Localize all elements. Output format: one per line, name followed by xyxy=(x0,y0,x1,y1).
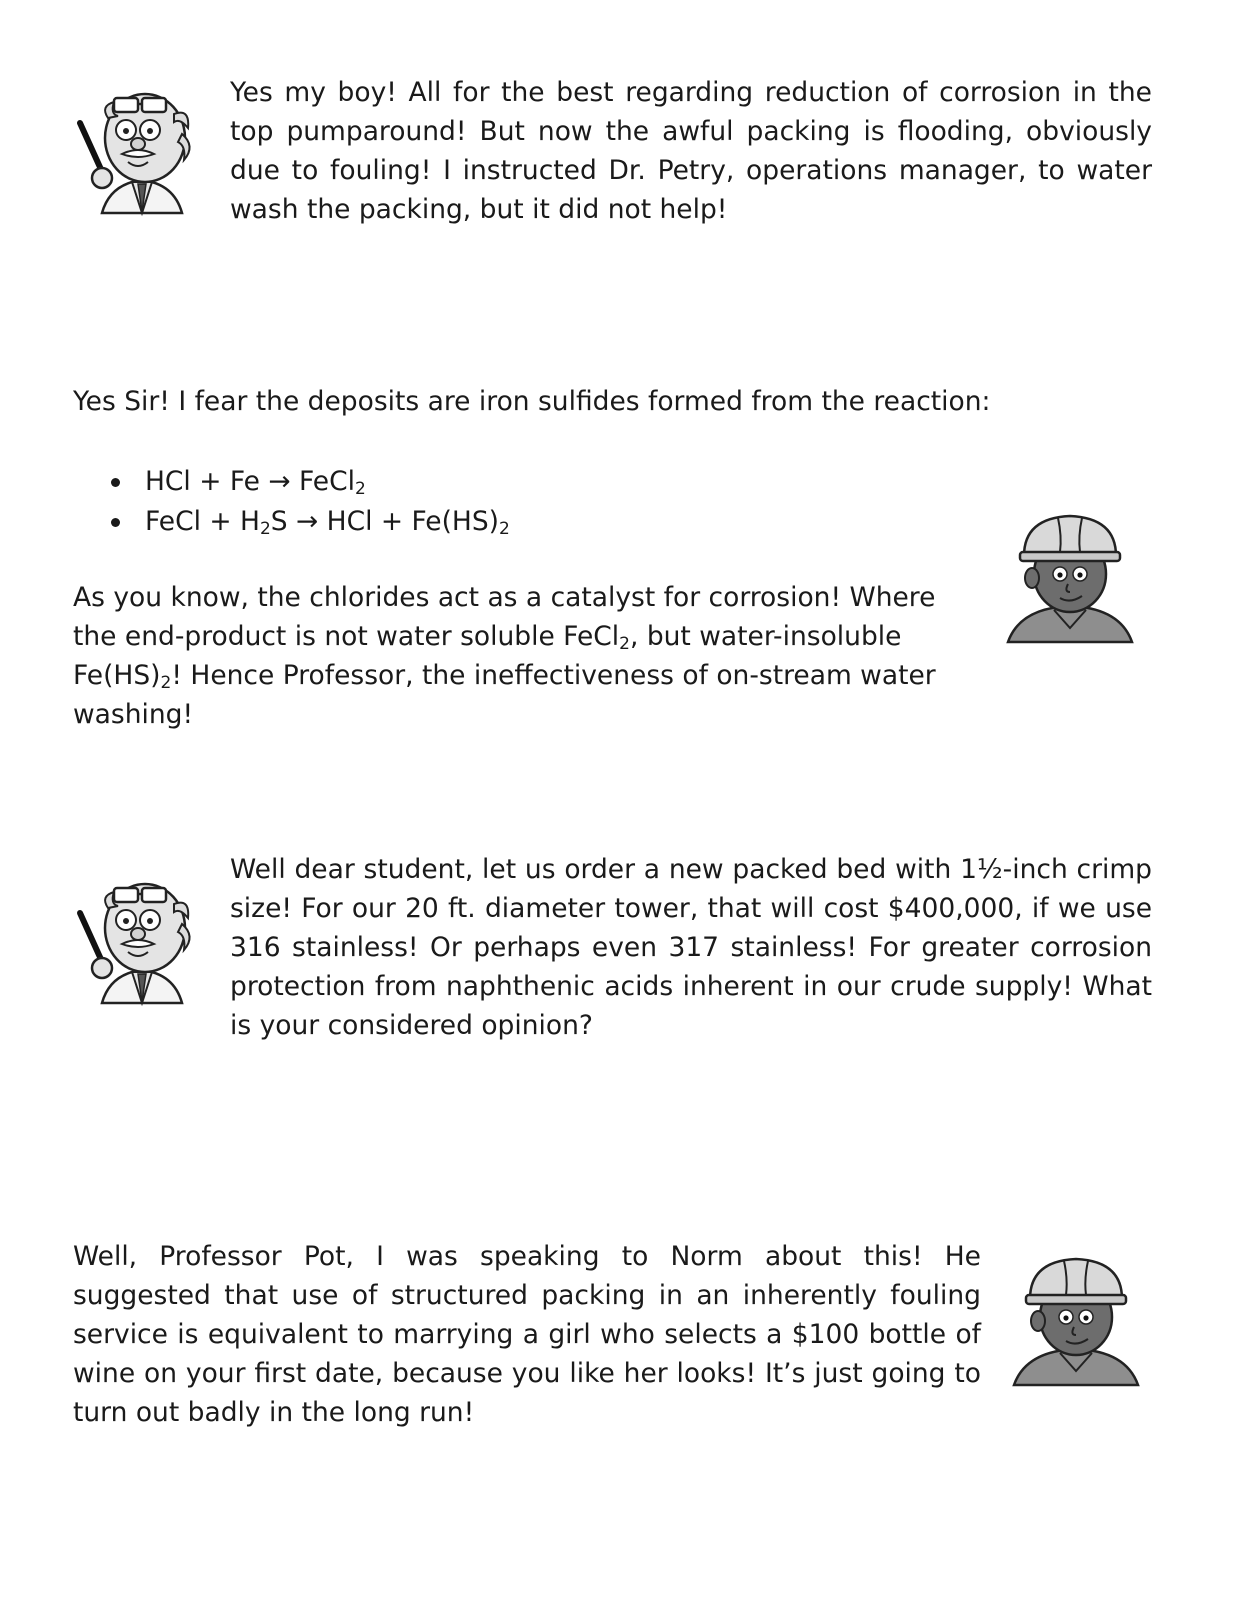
reaction-list xyxy=(73,462,873,542)
reaction-2: FeCl + $H_2S$ → HCl + $Fe(HS)_2$ xyxy=(73,502,873,542)
engineer-speech-1: As you know, the chlorides act as a catalyst for corrosion! Where the end-product is not water soluble FeCl$_2$, but water-insoluble $Fe(HS)_2$! Hence Professor, the ineffectiveness of on-stream water washing! xyxy=(73,582,936,730)
engineer-speech-2-text: Well, Professor Pot, I was speaking to Norm about this! He suggested that use of structured packing in an inherently fouling service is equivalent to marrying a girl who selects a $100 bottle of wine on your first date, because you like her looks! It’s just going to turn out badly in the long run! xyxy=(73,1241,981,1428)
professor-speech-1-text: Yes my boy! All for the best regarding reduction of corrosion in the top pumparound! But now the awful packing is flooding, obviously due to fouling! I instructed Dr. Petry, operations manager, to water wash the packing, but it did not help! xyxy=(230,77,1152,225)
engineer-intro-text: Yes Sir! I fear the deposits are iron sulfides formed from the reaction: xyxy=(73,386,991,417)
engineer-intro xyxy=(73,382,1073,421)
professor-speech-1 xyxy=(230,73,1152,229)
professor-icon xyxy=(70,88,215,218)
professor-icon xyxy=(70,878,215,1008)
engineer-icon xyxy=(1002,512,1138,647)
professor-speech-2 xyxy=(230,850,1152,1045)
professor-speech-2-text: Well dear student, let us order a new packed bed with 1½-inch crimp size! For our 20 ft. diameter tower, that will cost $400,000, if we use 316 stainless! Or perhaps even 317 stainless! For greater corrosion protection from naphthenic acids inherent in our crude supply! What is your considered opinion? xyxy=(230,854,1152,1041)
engineer-icon xyxy=(1008,1255,1144,1390)
engineer-speech-2 xyxy=(73,1237,981,1432)
reaction-1: HCl + Fe → FeCl$_2$ xyxy=(73,462,873,502)
